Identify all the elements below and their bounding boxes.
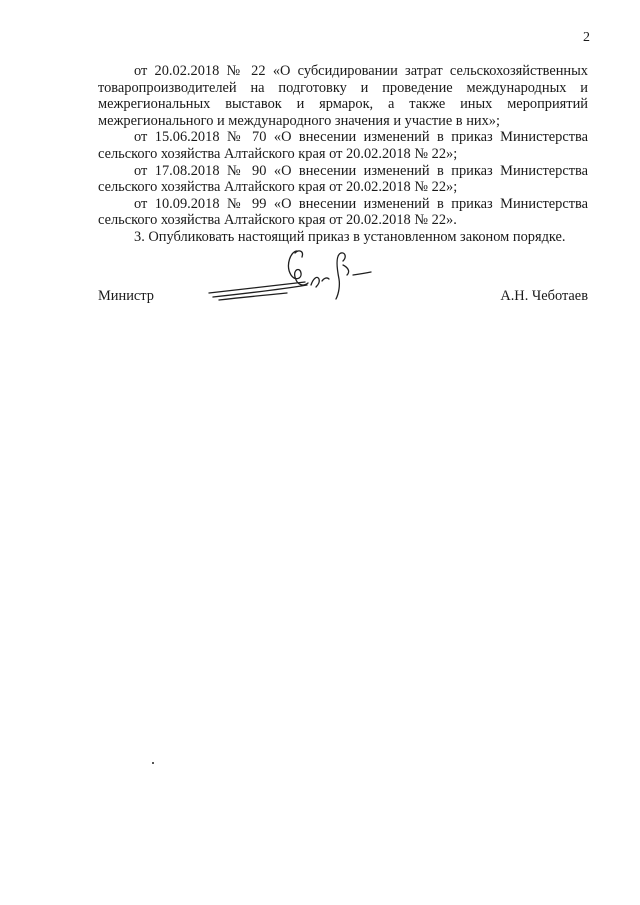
paragraph-order-70: от 15.06.2018 № 70 «О внесении изменений в приказ Министерства сельского хозяйства Алтайского края от 20.02.2018 № 22»; <box>98 129 588 162</box>
paragraph-order-99: от 10.09.2018 № 99 «О внесении изменений в приказ Министерства сельского хозяйства Алтайского края от 20.02.2018 № 22». <box>98 195 588 229</box>
signer-name: А.Н. Чеботаев <box>500 288 588 304</box>
scan-speck <box>152 762 154 764</box>
page-number: 2 <box>583 30 590 45</box>
signer-title: Министр <box>98 288 154 304</box>
paragraph-publish-clause: 3. Опубликовать настоящий приказ в установленном законом порядке. <box>134 228 566 245</box>
signature-row <box>98 288 588 308</box>
paragraph-order-90: от 17.08.2018 № 90 «О внесении изменений в приказ Министерства сельского хозяйства Алтайского края от 20.02.2018 № 22»; <box>98 162 588 196</box>
paragraph-order-22: от 20.02.2018 № 22 «О субсидировании затрат сельскохозяйственных товаропроизводителей на подготовку и проведение международных и межрегиональных выставок и ярмарок, а также иных мероприятий межрегионального и международного значения и участие в них»; <box>98 63 588 129</box>
document-body <box>98 63 588 246</box>
